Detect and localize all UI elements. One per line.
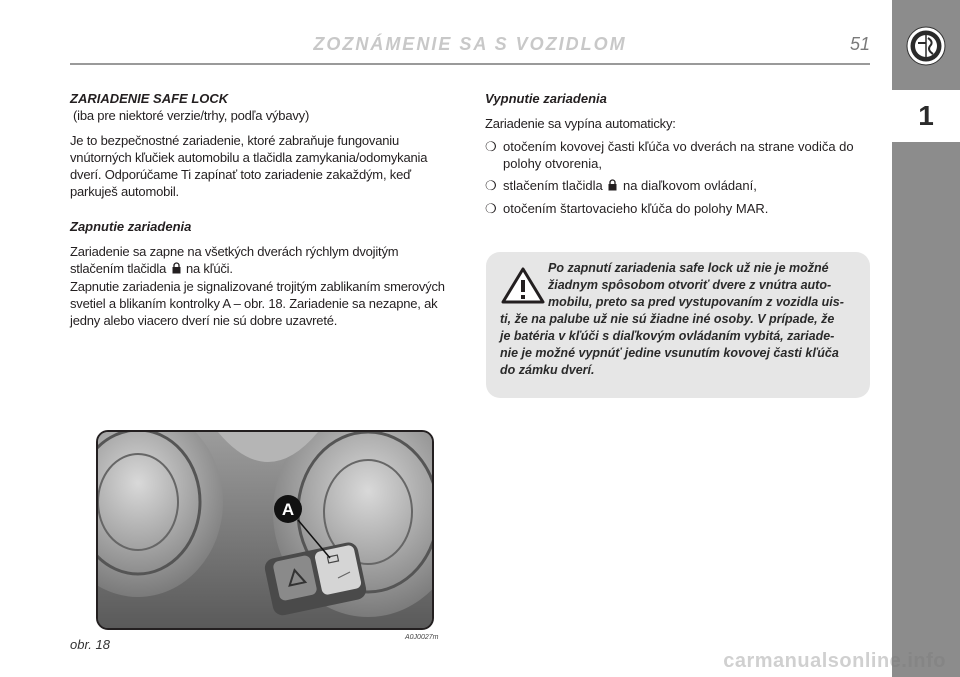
warning-line: do zámku dverí.: [500, 363, 595, 377]
lock-icon: [608, 178, 617, 195]
figure-code: A0J0027m: [405, 634, 439, 641]
list-item-text-end: na diaľkovom ovládaní,: [622, 178, 757, 193]
disable-heading: Vypnutie zariadenia: [485, 91, 607, 106]
figure-caption: obr. 18: [70, 637, 110, 652]
page-title: ZOZNÁMENIE SA S VOZIDLOM: [313, 34, 627, 54]
warning-text: [500, 260, 860, 379]
warning-line: žiadnym spôsobom otvoriť dvere z vnútra auto-: [548, 278, 832, 292]
watermark: carmanualsonline.info: [723, 650, 946, 672]
enable-text-start: Zariadenie sa zapne na všetkých dverách rýchlym dvojitým stlačením tlačidla: [70, 244, 399, 276]
right-column: [485, 90, 870, 222]
safe-lock-subtitle: (iba pre niektoré verzie/trhy, podľa výbavy): [73, 108, 310, 123]
bullet-icon: ❍: [485, 178, 497, 193]
safe-lock-intro: Je to bezpečnostné zariadenie, ktoré zabraňuje fungovaniu vnútorných kľučiek automobilu a tlačidla zamykania/odomykania dverí. Odporúčame Ti zapínať toto zariadenie zakaždým, keď parkuješ automobil.: [70, 133, 428, 199]
warning-line: nie je možné vypnúť jedine vsunutím kovovej časti kľúča: [500, 346, 839, 360]
section-tab-strip: [892, 0, 960, 677]
dashboard-figure: [96, 430, 434, 630]
warning-line: je batéria v kľúči s diaľkovým ovládaním vybitá, zariade-: [500, 329, 835, 343]
list-item-text: otočením štartovacieho kľúča do polohy MAR.: [503, 201, 769, 216]
list-item: [485, 138, 870, 172]
list-item-text: stlačením tlačidla: [503, 178, 603, 193]
safe-lock-heading: ZARIADENIE SAFE LOCK: [70, 91, 229, 106]
header-divider: [70, 63, 870, 65]
disable-intro: Zariadenie sa vypína automaticky:: [485, 116, 676, 131]
page-header: [70, 30, 870, 64]
section-tab: [892, 90, 960, 142]
warning-line: ti, že na palube už nie sú žiadne iné osoby. V prípade, že: [500, 312, 835, 326]
left-column: [70, 90, 455, 329]
callout-label: A: [281, 500, 295, 519]
enable-text-end: na kľúči.: [185, 261, 233, 276]
lock-icon: [172, 261, 181, 278]
alfa-romeo-logo-icon: [906, 26, 946, 66]
page-number: 51: [849, 34, 870, 54]
enable-signal-paragraph: Zapnutie zariadenia je signalizované trojitým zablikaním smerových svetiel a blikaním kontrolky A – obr. 18. Zariadenie sa nezapne, ak jedny alebo viacero dverí nie sú dobre uzavreté.: [70, 279, 445, 328]
hazard-button: [272, 554, 317, 601]
list-item-text: otočením kovovej časti kľúča vo dverách na strane vodiča do polohy otvorenia,: [503, 139, 854, 171]
section-number: 1: [918, 100, 934, 131]
dashboard-illustration: [98, 432, 432, 628]
warning-box: [486, 252, 870, 398]
enable-heading: Zapnutie zariadenia: [70, 219, 192, 234]
list-item: [485, 200, 870, 217]
list-item: [485, 177, 870, 195]
bullet-icon: ❍: [485, 201, 497, 216]
enable-paragraph: [70, 243, 455, 278]
disable-methods-list: [485, 138, 870, 217]
bullet-icon: ❍: [485, 139, 497, 154]
warning-line: mobilu, preto sa pred vystupovaním z vozidla uis-: [548, 295, 844, 309]
warning-line: Po zapnutí zariadenia safe lock už nie je možné: [548, 261, 829, 275]
